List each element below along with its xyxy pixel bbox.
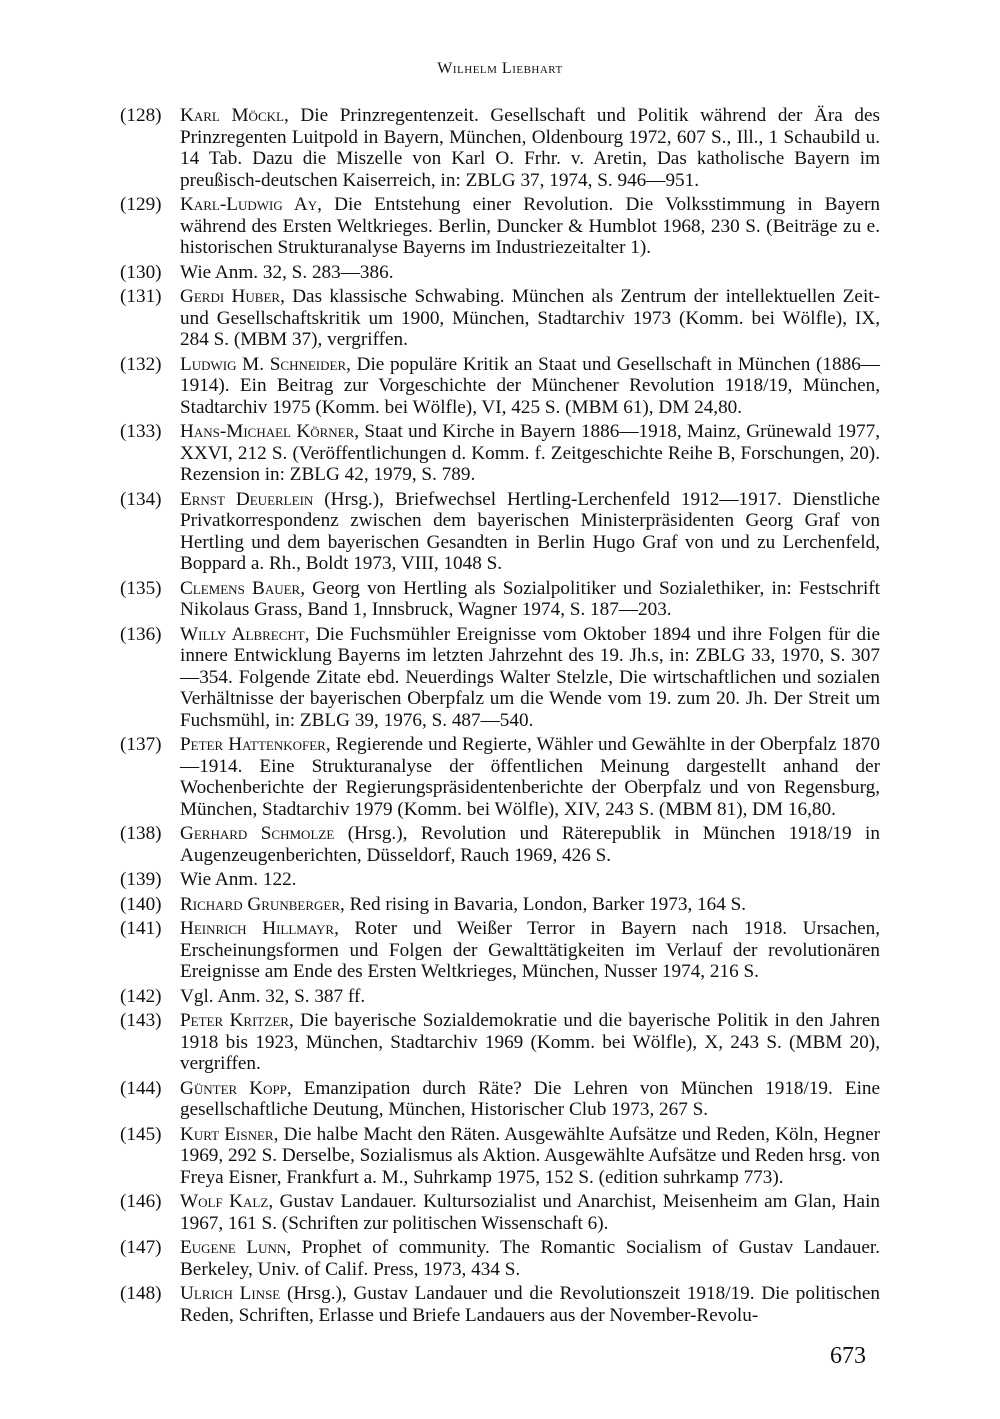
footnote-author: Ludwig M. Schneider: [180, 353, 347, 375]
footnote-number: (145): [120, 1123, 162, 1145]
footnote-text: (Hrsg.), Gustav Landauer und die Revolutionszeit 1918/19. Die politischen Reden, Schriften, Erlasse und Briefe Landauers aus der November-Revolu-: [180, 1283, 880, 1326]
footnote-author: Gerdi Huber: [180, 286, 281, 307]
footnote-item: [120, 354, 880, 419]
footnote-number: (130): [120, 261, 162, 283]
footnote-author: Karl Möckl: [180, 105, 284, 126]
footnote-number: (137): [120, 734, 162, 755]
footnote-text: , Das klassische Schwabing. München als Zentrum der intellektuellen Zeit- und Gesellschaftskritik um 1900, München, Stadtarchiv 1973 (Komm. bei Wölfle), IX, 284 S. (MBM 37), vergriffen.: [180, 286, 880, 350]
footnote-author: Heinrich Hillmayr: [180, 918, 335, 939]
footnote-number: (133): [120, 421, 162, 442]
footnote-number: (140): [120, 893, 162, 915]
footnote-number: (147): [120, 1237, 162, 1258]
footnote-item: [120, 286, 880, 351]
page-number: 673: [830, 1343, 866, 1369]
footnote-text: (Hrsg.), Revolution und Räterepublik in München 1918/19 in Augenzeugenberichten, Düsseldorf, Rauch 1969, 426 S.: [180, 823, 880, 866]
footnote-author: Karl-Ludwig Ay: [180, 194, 318, 215]
footnote-author: Peter Kritzer: [180, 1010, 289, 1031]
footnote-item: [120, 734, 880, 820]
footnote-item: [120, 918, 880, 983]
footnote-item: [120, 421, 880, 486]
footnote-number: (136): [120, 623, 162, 645]
footnote-item: [120, 624, 880, 732]
footnote-text: , Die bayerische Sozialdemokratie und die bayerische Politik in den Jahren 1918 bis 1923, München, Stadtarchiv 1969 (Komm. bei Wölfle), X, 243 S. (MBM 20), vergriffen.: [180, 1010, 881, 1074]
footnote-text: , Die halbe Macht den Räten. Ausgewählte Aufsätze und Reden, Köln, Hegner 1969, 292 S. Derselbe, Sozialismus als Aktion. Ausgewählte Aufsätze und Reden hrsg. von Freya Eisner, Frankfurt a. M., Suhrkamp 1975, 152 S. (edition suhrkamp 773).: [180, 1123, 880, 1188]
footnote-text: Vgl. Anm. 32, S. 387 ff.: [180, 985, 366, 1007]
running-head: Wilhelm Liebhart: [437, 60, 563, 77]
footnote-number: (143): [120, 1010, 162, 1031]
footnote-text: Wie Anm. 32, S. 283—386.: [180, 261, 394, 283]
footnote-item: [120, 986, 880, 1008]
footnote-author: Ernst Deuerlein: [180, 488, 314, 510]
footnote-text: , Die Prinzregentenzeit. Gesellschaft und Politik während der Ära des Prinzregenten Luitpold in Bayern, München, Oldenbourg 1972, 607 S., Ill., 1 Schaubild u. 14 Tab. Dazu die Miszelle von Karl O. Frhr. v. Aretin, Das katholische Bayern im preußisch-deutschen Kaiserreich, in: ZBLG 37, 1974, S. 946—951.: [180, 105, 880, 191]
footnote-item: [120, 869, 880, 891]
footnote-number: (128): [120, 105, 162, 126]
footnote-text: , Prophet of community. The Romantic Socialism of Gustav Landauer. Berkeley, Univ. of Calif. Press, 1973, 434 S.: [180, 1237, 881, 1280]
footnote-item: [120, 194, 880, 259]
footnote-author: Peter Hattenkofer: [180, 734, 326, 755]
footnote-author: Gerhard Schmolze: [180, 823, 335, 844]
footnote-text: (Hrsg.), Briefwechsel Hertling-Lerchenfeld 1912—1917. Dienstliche Privatkorrespondenz zwischen dem bayerischen Ministerpräsidenten Georg Graf von Hertling und dem bayerischen Gesandten in Berlin Hugo Graf von und zu Lerchenfeld, Boppard a. Rh., Boldt 1973, VIII, 1048 S.: [180, 488, 881, 574]
footnote-text: , Die Fuchsmühler Ereignisse vom Oktober 1894 und ihre Folgen für die innere Entwicklung Bayerns im letzten Jahrzehnt des 19. Jh.s, in: ZBLG 33, 1970, S. 307—354. Folgende Zitate ebd. Neuerdings Walter Stelzle, Die wirtschaftlichen und sozialen Verhältnisse der bayerischen Oberpfalz um die Wende vom 19. zum 20. Jh. Der Streit um Fuchsmühl, in: ZBLG 39, 1976, S. 487—540.: [180, 623, 880, 731]
footnote-author: Hans-Michael Körner: [180, 421, 355, 442]
footnote-number: (135): [120, 577, 162, 599]
footnote-item: [120, 1191, 880, 1234]
footnote-text: , Die populäre Kritik an Staat und Gesellschaft in München (1886—1914). Ein Beitrag zur Vorgeschichte der Münchener Revolution 1918/19, München, Stadtarchiv 1975 (Komm. bei Wölfle), VI, 425 S. (MBM 61), DM 24,80.: [180, 353, 880, 418]
footnote-item: [120, 823, 880, 866]
footnote-item: [120, 1078, 880, 1121]
footnote-list: [120, 105, 880, 1329]
footnote-author: Willy Albrecht: [180, 623, 305, 645]
footnote-item: [120, 1124, 880, 1189]
footnote-number: (141): [120, 918, 162, 939]
footnote-number: (129): [120, 194, 162, 215]
footnote-number: (144): [120, 1077, 162, 1099]
footnote-number: (132): [120, 353, 162, 375]
footnote-author: Kurt Eisner: [180, 1123, 274, 1145]
footnote-author: Günter Kopp: [180, 1077, 287, 1099]
footnote-number: (134): [120, 488, 162, 510]
footnote-text: , Die Entstehung einer Revolution. Die Volksstimmung in Bayern während des Ersten Weltkrieges. Berlin, Duncker & Humblot 1968, 230 S. (Beiträge zu e. historischen Strukturanalyse Bayerns im Industriezeitalter 1).: [180, 194, 880, 258]
footnote-text: , Staat und Kirche in Bayern 1886—1918, Mainz, Grünewald 1977, XXVI, 212 S. (Veröffentlichungen d. Komm. f. Zeitgeschichte Reihe B, Forschungen, 20). Rezension in: ZBLG 42, 1979, S. 789.: [180, 421, 881, 485]
footnote-author: Ulrich Linse: [180, 1283, 281, 1304]
footnote-author: Wolf Kalz: [180, 1191, 269, 1212]
footnote-author: Richard Grunberger: [180, 893, 341, 915]
footnote-text: , Georg von Hertling als Sozialpolitiker und Sozialethiker, in: Festschrift Nikolaus Grass, Band 1, Innsbruck, Wagner 1974, S. 187—203.: [180, 577, 880, 620]
footnote-item: [120, 489, 880, 575]
footnote-item: [120, 1237, 880, 1280]
footnote-number: (142): [120, 985, 162, 1007]
footnote-number: (138): [120, 823, 162, 844]
footnote-item: [120, 894, 880, 916]
footnote-text: , Emanzipation durch Räte? Die Lehren von München 1918/19. Eine gesellschaftliche Deutung, München, Historischer Club 1973, 267 S.: [180, 1077, 881, 1120]
footnote-author: Eugene Lunn: [180, 1237, 287, 1258]
footnote-text: , Red rising in Bavaria, London, Barker 1973, 164 S.: [340, 893, 747, 915]
footnote-number: (148): [120, 1283, 162, 1304]
footnote-number: (146): [120, 1191, 162, 1212]
footnote-item: [120, 1010, 880, 1075]
footnote-item: [120, 262, 880, 284]
footnote-item: [120, 578, 880, 621]
footnote-text: , Regierende und Regierte, Wähler und Gewählte in der Oberpfalz 1870—1914. Eine Strukturanalyse der öffentlichen Meinung dargestellt anhand der Wochenberichte der Regierungspräsidentenberichte der Oberpfalz und von Regensburg, München, Stadtarchiv 1979 (Komm. bei Wölfle), XIV, 243 S. (MBM 81), DM 16,80.: [180, 734, 880, 820]
footnote-text: , Gustav Landauer. Kultursozialist und Anarchist, Meisenheim am Glan, Hain 1967, 161 S. (Schriften zur politischen Wissenschaft 6).: [180, 1191, 880, 1234]
footnote-text: , Roter und Weißer Terror in Bayern nach 1918. Ursachen, Erscheinungsformen und Folgen der Gewalttätigkeiten im Verlauf der revolutionären Ereignisse am Ende des Ersten Weltkrieges, München, Nusser 1974, 216 S.: [180, 918, 880, 982]
footnote-number: (139): [120, 869, 162, 890]
footnote-text: Wie Anm. 122.: [180, 869, 297, 890]
footnote-author: Clemens Bauer: [180, 577, 301, 599]
footnote-number: (131): [120, 286, 162, 307]
footnote-item: [120, 105, 880, 191]
footnote-item: [120, 1283, 880, 1326]
